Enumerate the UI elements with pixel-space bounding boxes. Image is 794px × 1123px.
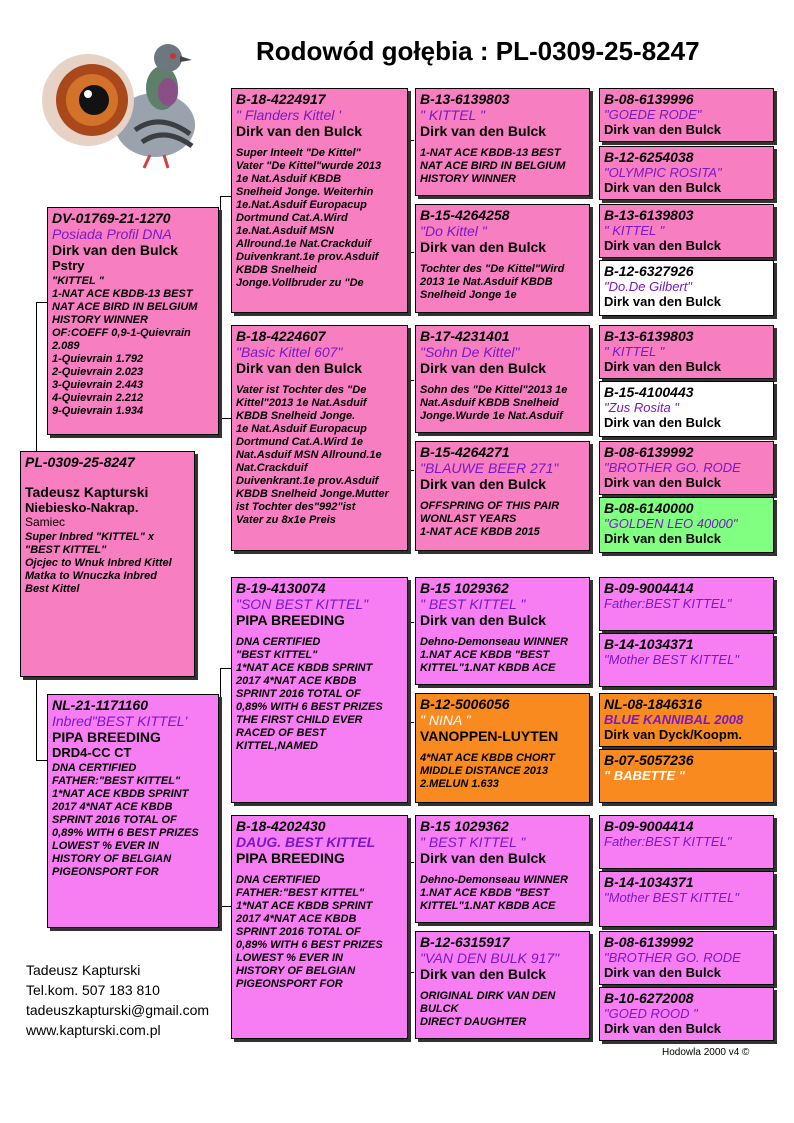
grandparent-name: "SON BEST KITTEL" — [236, 596, 369, 612]
gen4-owner: Dirk van den Bulck — [604, 359, 722, 374]
gen4-name: "GOEDE RODE" — [604, 107, 702, 122]
gen4-card — [599, 815, 774, 869]
ggp-owner: Dirk van den Bulck — [420, 476, 547, 492]
ggp-ring: B-15-4264258 — [420, 207, 510, 223]
grandparent-card — [231, 815, 408, 1039]
grandparent-ring: B-18-4202430 — [236, 818, 326, 834]
gen4-owner: Dirk van den Bulck — [604, 965, 722, 980]
ggp-name: " BEST KITTEL " — [420, 834, 526, 850]
ggp-note: Sohn des "De Kittel"2013 1e Nat.Asduif KBDB Snelheid Jonge.Wurde 1e Nat.Asduif — [420, 384, 568, 422]
dam-card — [47, 694, 219, 928]
grandparent-ring: B-18-4224917 — [236, 91, 326, 107]
gen4-ring: NL-08-1846316 — [604, 696, 703, 712]
gen4-name: " BABETTE " — [604, 768, 685, 783]
subject-owner: Tadeusz Kapturski — [25, 484, 149, 500]
ggp-name: " NINA " — [420, 712, 471, 728]
ggp-owner: Dirk van den Bulck — [420, 612, 547, 628]
ggp-ring: B-15 1029362 — [420, 818, 509, 834]
gen4-name: "Mother BEST KITTEL" — [604, 652, 739, 667]
gen4-card — [599, 381, 774, 437]
gen4-ring: B-12-6254038 — [604, 149, 694, 165]
great-grandparent-card — [415, 577, 590, 685]
ggp-owner: Dirk van den Bulck — [420, 850, 547, 866]
gen4-name: "BROTHER GO. RODE — [604, 950, 741, 965]
gen4-ring: B-10-6272008 — [604, 990, 694, 1006]
gen4-card — [599, 749, 774, 803]
ggp-name: " KITTEL " — [420, 107, 485, 123]
gen4-card — [599, 146, 774, 200]
grandparent-ring: B-18-4224607 — [236, 328, 326, 344]
ggp-ring: B-12-5006056 — [420, 696, 510, 712]
gen4-name: "BROTHER GO. RODE — [604, 460, 741, 475]
gen4-owner: Dirk van den Bulck — [604, 475, 722, 490]
gen4-owner: Dirk van den Bulck — [604, 238, 722, 253]
gen4-card — [599, 871, 774, 927]
ggp-ring: B-17-4231401 — [420, 328, 510, 344]
gen4-name: Father:BEST KITTEL" — [604, 834, 732, 849]
grandparent-owner: PIPA BREEDING — [236, 850, 345, 866]
grandparent-owner: Dirk van den Bulck — [236, 123, 363, 139]
ggp-name: "Sohn De Kittel" — [420, 344, 520, 360]
great-grandparent-card — [415, 693, 590, 803]
ggp-owner: Dirk van den Bulck — [420, 239, 547, 255]
ggp-name: "Do Kittel " — [420, 223, 487, 239]
ggp-owner: VANOPPEN-LUYTEN — [420, 728, 559, 744]
gen4-owner: Dirk van den Bulck — [604, 531, 722, 546]
dam-color: DRD4-CC CT — [52, 745, 132, 760]
contact-phone: Tel.kom. 507 183 810 — [26, 982, 160, 998]
grandparent-owner: Dirk van den Bulck — [236, 360, 363, 376]
gen4-name: "Do.De Gilbert" — [604, 279, 692, 294]
gen4-ring: B-14-1034371 — [604, 636, 694, 652]
gen4-card — [599, 204, 774, 258]
ggp-owner: Dirk van den Bulck — [420, 360, 547, 376]
grandparent-note: Super Inteelt "De Kittel" Vater "De Kittel"wurde 2013 1e Nat.Asduif KBDB Snelheid Jonge. Weiterhin 1e.Nat.Asduif Europacup Dortmund Cat.A.Wird 1e.Nat.Asduif MSN Allround.1e Nat.Crackduif Duivenkrant.1e prov.Asduif KBDB Snelheid Jonge.Vollbruder zu "De — [236, 147, 382, 289]
gen4-card — [599, 987, 774, 1041]
great-grandparent-card — [415, 88, 590, 196]
grandparent-name: " Flanders Kittel ' — [236, 107, 341, 123]
gen4-card — [599, 693, 774, 747]
grandparent-note: DNA CERTIFIED FATHER:"BEST KITTEL" 1*NAT ACE KBDB SPRINT 2017 4*NAT ACE KBDB SPRINT 2016 TOTAL OF 0,89% WITH 6 BEST PRIZES LOWEST % EVER IN HISTORY OF BELGIAN PIGEONSPORT FOR — [236, 874, 383, 990]
subject-sex: Samiec — [25, 515, 66, 529]
contact-website[interactable]: www.kapturski.com.pl — [26, 1022, 161, 1038]
gen4-name: "GOLDEN LEO 40000" — [604, 516, 738, 531]
gen4-card — [599, 633, 774, 687]
grandparent-owner: PIPA BREEDING — [236, 612, 345, 628]
gen4-ring: B-12-6327926 — [604, 263, 694, 279]
contact-name: Tadeusz Kapturski — [26, 962, 141, 978]
gen4-owner: Dirk van den Bulck — [604, 1021, 722, 1036]
footer-credit: Hodowla 2000 v4 © — [662, 1047, 750, 1058]
ggp-ring: B-15 1029362 — [420, 580, 509, 596]
gen4-owner: Dirk van den Bulck — [604, 180, 722, 195]
gen4-name: " KITTEL " — [604, 223, 665, 238]
ggp-note: Dehno-Demonseau WINNER 1.NAT ACE KBDB "BEST KITTEL"1.NAT KBDB ACE — [420, 636, 568, 674]
subject-ring: PL-0309-25-8247 — [25, 454, 135, 470]
ggp-name: "BLAUWE BEER 271" — [420, 460, 559, 476]
gen4-name: "GOED ROOD " — [604, 1006, 698, 1021]
gen4-owner: Dirk van Dyck/Koopm. — [604, 727, 742, 742]
ggp-note: OFFSPRING OF THIS PAIR WONLAST YEARS 1-NAT ACE KBDB 2015 — [420, 500, 560, 538]
page-title: Rodowód gołębia : PL-0309-25-8247 — [256, 36, 700, 66]
subject-color: Niebiesko-Nakrap. — [25, 500, 139, 515]
gen4-ring: B-07-5057236 — [604, 752, 694, 768]
grandparent-card — [231, 577, 408, 803]
ggp-note: 4*NAT ACE KBDB CHORT MIDDLE DISTANCE 2013 2.MELUN 1.633 — [420, 752, 555, 790]
gen4-ring: B-08-6139992 — [604, 934, 694, 950]
grandparent-ring: B-19-4130074 — [236, 580, 326, 596]
grandparent-card — [231, 88, 408, 313]
gen4-card — [599, 260, 774, 316]
gen4-name: Father:BEST KITTEL" — [604, 596, 732, 611]
gen4-card — [599, 577, 774, 631]
gen4-name: "OLYMPIC ROSITA" — [604, 165, 722, 180]
breeder-contact — [26, 960, 209, 1040]
grandparent-note: Vater ist Tochter des "De Kittel"2013 1e Nat.Asduif KBDB Snelheid Jonge. 1e Nat.Asduif Europacup Dortmund Cat.A.Wird 1e Nat.Asduif MSN Allround.1e Nat.Crackduif Duivenkrant.1e prov.Asduif KBDB Snelheid Jonge.Mutter ist Tochter des"992"ist Vater zu 8x1e Preis — [236, 384, 389, 526]
gen4-ring: B-08-6140000 — [604, 500, 694, 516]
gen4-name: "Mother BEST KITTEL" — [604, 890, 739, 905]
pigeon-eye-logo — [40, 30, 200, 170]
gen4-owner: Dirk van den Bulck — [604, 415, 722, 430]
dam-note: DNA CERTIFIED FATHER:"BEST KITTEL" 1*NAT ACE KBDB SPRINT 2017 4*NAT ACE KBDB SPRINT 2016 TOTAL OF 0,89% WITH 6 BEST PRIZES LOWEST % EVER IN HISTORY OF BELGIAN PIGEONSPORT FOR — [52, 762, 199, 878]
gen4-card — [599, 497, 774, 553]
gen4-name: BLUE KANNIBAL 2008 — [604, 712, 744, 727]
dam-ring: NL-21-1171160 — [52, 697, 148, 713]
ggp-name: " BEST KITTEL " — [420, 596, 526, 612]
grandparent-card — [231, 325, 408, 551]
great-grandparent-card — [415, 931, 590, 1039]
grandparent-name: DAUG. BEST KITTEL — [236, 834, 376, 850]
sire-note: "KITTEL " 1-NAT ACE KBDB-13 BEST NAT ACE BIRD IN BELGIUM HISTORY WINNER OF:COEFF 0,9-1-Quievrain 2.089 1-Quievrain 1.792 2-Quievrain 2.023 3-Quievrain 2.443 4-Quievrain 2.212 9-Quievrain 1.934 — [52, 275, 198, 417]
dam-owner: PIPA BREEDING — [52, 729, 161, 745]
ggp-owner: Dirk van den Bulck — [420, 123, 547, 139]
gen4-ring: B-15-4100443 — [604, 384, 694, 400]
subject-note: Super Inbred "KITTEL" x "BEST KITTEL" Ojcjec to Wnuk Inbred Kittel Matka to Wnuczka Inbred Best Kittel — [25, 531, 172, 595]
sire-owner: Dirk van den Bulck — [52, 242, 179, 258]
ggp-ring: B-15-4264271 — [420, 444, 510, 460]
grandparent-name: "Basic Kittel 607" — [236, 344, 343, 360]
grandparent-note: DNA CERTIFIED "BEST KITTEL" 1*NAT ACE KBDB SPRINT 2017 4*NAT ACE KBDB SPRINT 2016 TOTAL OF 0,89% WITH 6 BEST PRIZES THE FIRST CHILD EVER RACED OF BEST KITTEL,NAMED — [236, 636, 383, 752]
ggp-ring: B-13-6139803 — [420, 91, 510, 107]
great-grandparent-card — [415, 325, 590, 433]
ggp-owner: Dirk van den Bulck — [420, 966, 547, 982]
dam-name: Inbred"BEST KITTEL' — [52, 713, 188, 729]
gen4-card — [599, 88, 774, 142]
gen4-ring: B-14-1034371 — [604, 874, 694, 890]
contact-email[interactable]: tadeuszkapturski@gmail.com — [26, 1002, 210, 1018]
sire-card — [47, 207, 219, 435]
gen4-ring: B-13-6139803 — [604, 328, 694, 344]
gen4-owner: Dirk van den Bulck — [604, 294, 722, 309]
ggp-note: Dehno-Demonseau WINNER 1.NAT ACE KBDB "BEST KITTEL"1.NAT KBDB ACE — [420, 874, 568, 912]
subject-card — [20, 451, 195, 677]
gen4-ring: B-13-6139803 — [604, 207, 694, 223]
sire-name: Posiada Profil DNA — [52, 226, 172, 242]
great-grandparent-card — [415, 441, 590, 551]
great-grandparent-card — [415, 204, 590, 313]
sire-ring: DV-01769-21-1270 — [52, 210, 171, 226]
gen4-ring: B-08-6139992 — [604, 444, 694, 460]
great-grandparent-card — [415, 815, 590, 923]
ggp-ring: B-12-6315917 — [420, 934, 510, 950]
gen4-ring: B-09-9004414 — [604, 580, 694, 596]
gen4-owner: Dirk van den Bulck — [604, 122, 722, 137]
gen4-card — [599, 931, 774, 985]
gen4-card — [599, 441, 774, 495]
gen4-ring: B-09-9004414 — [604, 818, 694, 834]
ggp-note: Tochter des "De Kittel"Wird 2013 1e Nat.Asduif KBDB Snelheid Jonge 1e — [420, 263, 565, 301]
gen4-ring: B-08-6139996 — [604, 91, 694, 107]
sire-color: Pstry — [52, 258, 85, 273]
ggp-note: 1-NAT ACE KBDB-13 BEST NAT ACE BIRD IN BELGIUM HISTORY WINNER — [420, 147, 566, 185]
ggp-name: "VAN DEN BULK 917" — [420, 950, 560, 966]
gen4-card — [599, 325, 774, 379]
gen4-name: " KITTEL " — [604, 344, 665, 359]
gen4-name: "Zus Rosita " — [604, 400, 679, 415]
ggp-note: ORIGINAL DIRK VAN DEN BULCK DIRECT DAUGHTER — [420, 990, 556, 1028]
